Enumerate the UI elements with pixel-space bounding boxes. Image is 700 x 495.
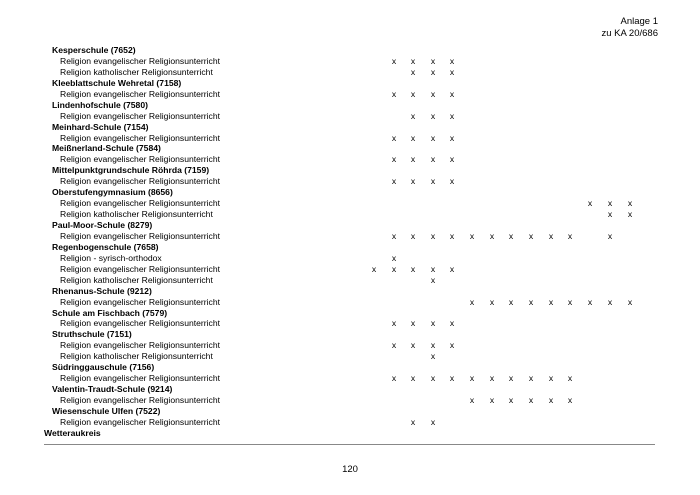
offered-mark: x xyxy=(430,340,436,351)
school-name: Kleeblattschule Wehretal (7158) xyxy=(52,77,182,88)
school-name: Meißnerland-Schule (7584) xyxy=(52,143,161,154)
offered-mark: x xyxy=(567,373,573,384)
course-label: Religion evangelischer Religionsunterricht xyxy=(60,318,221,329)
school-row xyxy=(44,220,655,231)
course-row xyxy=(44,111,655,122)
course-row xyxy=(44,318,655,329)
school-name: Meinhard-Schule (7154) xyxy=(52,121,149,132)
offered-mark: x xyxy=(410,66,416,77)
offered-mark: x xyxy=(528,373,534,384)
offered-mark: x xyxy=(587,198,593,209)
course-label: Religion katholischer Religionsunterricht xyxy=(60,66,213,77)
offered-mark: x xyxy=(410,176,416,187)
course-label: Religion evangelischer Religionsunterricht xyxy=(60,296,221,307)
offered-mark: x xyxy=(607,296,613,307)
offered-mark: x xyxy=(391,230,397,241)
offered-mark: x xyxy=(430,318,436,329)
offered-mark: x xyxy=(430,351,436,362)
course-label: Religion evangelischer Religionsunterricht xyxy=(60,110,221,121)
offered-mark: x xyxy=(449,66,455,77)
offered-mark: x xyxy=(508,373,514,384)
course-label: Religion katholischer Religionsunterricht xyxy=(60,351,213,362)
offered-mark: x xyxy=(449,88,455,99)
offered-mark: x xyxy=(391,176,397,187)
course-row xyxy=(44,89,655,100)
course-row xyxy=(44,231,655,242)
course-label: Religion evangelischer Religionsunterricht xyxy=(60,340,221,351)
offered-mark: x xyxy=(391,263,397,274)
offered-mark: x xyxy=(410,55,416,66)
course-row xyxy=(44,67,655,78)
school-row xyxy=(44,286,655,297)
course-label: Religion katholischer Religionsunterricht xyxy=(60,209,213,220)
course-row xyxy=(44,209,655,220)
school-row xyxy=(44,165,655,176)
course-row xyxy=(44,373,655,384)
course-row xyxy=(44,198,655,209)
course-label: Religion evangelischer Religionsunterricht xyxy=(60,373,221,384)
school-name: Rhenanus-Schule (9212) xyxy=(52,285,152,296)
school-row xyxy=(44,384,655,395)
offered-mark: x xyxy=(430,416,436,427)
offered-mark: x xyxy=(449,373,455,384)
school-name: Südringgauschule (7156) xyxy=(52,362,155,373)
school-row xyxy=(44,329,655,340)
course-row xyxy=(44,253,655,264)
course-label: Religion evangelischer Religionsunterricht xyxy=(60,176,221,187)
offered-mark: x xyxy=(410,154,416,165)
course-row xyxy=(44,297,655,308)
course-row xyxy=(44,417,655,428)
school-row xyxy=(44,100,655,111)
course-label: Religion evangelischer Religionsunterricht xyxy=(60,88,221,99)
school-course-table xyxy=(44,45,655,439)
offered-mark: x xyxy=(548,296,554,307)
course-row xyxy=(44,395,655,406)
school-name: Lindenhofschule (7580) xyxy=(52,99,148,110)
offered-mark: x xyxy=(430,230,436,241)
district-label: Wetteraukreis xyxy=(44,427,101,438)
offered-mark: x xyxy=(430,110,436,121)
offered-mark: x xyxy=(391,373,397,384)
offered-mark: x xyxy=(410,416,416,427)
annex-label: Anlage 1 xyxy=(620,16,658,27)
course-label: Religion evangelischer Religionsunterricht xyxy=(60,416,221,427)
offered-mark: x xyxy=(489,395,495,405)
course-label: Religion evangelischer Religionsunterricht xyxy=(60,198,221,209)
offered-mark: x xyxy=(489,296,495,307)
offered-mark: x xyxy=(627,296,633,307)
course-row xyxy=(44,154,655,165)
offered-mark: x xyxy=(469,373,475,384)
school-name: Mittelpunktgrundschule Röhrda (7159) xyxy=(52,165,210,176)
bottom-rule xyxy=(44,444,655,445)
offered-mark: x xyxy=(567,296,573,307)
offered-mark: x xyxy=(410,230,416,241)
course-row xyxy=(44,275,655,286)
school-name: Kesperschule (7652) xyxy=(52,45,136,55)
course-label: Religion katholischer Religionsunterricht xyxy=(60,274,213,285)
offered-mark: x xyxy=(449,154,455,165)
school-row xyxy=(44,78,655,89)
offered-mark: x xyxy=(508,230,514,241)
course-row xyxy=(44,176,655,187)
offered-mark: x xyxy=(430,132,436,143)
offered-mark: x xyxy=(489,373,495,384)
course-label: Religion evangelischer Religionsunterricht xyxy=(60,230,221,241)
course-label: Religion evangelischer Religionsunterricht xyxy=(60,55,221,66)
offered-mark: x xyxy=(430,88,436,99)
offered-mark: x xyxy=(430,263,436,274)
offered-mark: x xyxy=(391,252,397,263)
offered-mark: x xyxy=(548,373,554,384)
school-name: Struthschule (7151) xyxy=(52,329,132,340)
offered-mark: x xyxy=(449,263,455,274)
offered-mark: x xyxy=(508,395,514,405)
course-row xyxy=(44,340,655,351)
offered-mark: x xyxy=(430,66,436,77)
offered-mark: x xyxy=(469,230,475,241)
school-name: Schule am Fischbach (7579) xyxy=(52,307,168,318)
school-row xyxy=(44,143,655,154)
school-row xyxy=(44,45,655,56)
school-row xyxy=(44,122,655,133)
school-row xyxy=(44,187,655,198)
offered-mark: x xyxy=(391,132,397,143)
course-label: Religion - syrisch-orthodox xyxy=(60,252,162,263)
district-row xyxy=(44,428,655,439)
school-name: Paul-Moor-Schule (8279) xyxy=(52,220,153,230)
course-row xyxy=(44,351,655,362)
offered-mark: x xyxy=(449,132,455,143)
offered-mark: x xyxy=(528,296,534,307)
offered-mark: x xyxy=(567,395,573,405)
offered-mark: x xyxy=(607,209,613,220)
offered-mark: x xyxy=(449,318,455,329)
offered-mark: x xyxy=(469,395,475,405)
school-name: Wiesenschule Ulfen (7522) xyxy=(52,405,161,416)
offered-mark: x xyxy=(371,263,377,274)
school-name: Valentin-Traudt-Schule (9214) xyxy=(52,384,173,395)
course-label: Religion evangelischer Religionsunterricht xyxy=(60,395,221,405)
offered-mark: x xyxy=(508,296,514,307)
document-reference: zu KA 20/686 xyxy=(601,28,658,39)
offered-mark: x xyxy=(391,88,397,99)
page-number: 120 xyxy=(342,464,358,475)
course-row xyxy=(44,264,655,275)
school-name: Regenbogenschule (7658) xyxy=(52,241,159,252)
offered-mark: x xyxy=(449,340,455,351)
course-row xyxy=(44,133,655,144)
offered-mark: x xyxy=(410,340,416,351)
offered-mark: x xyxy=(607,230,613,241)
offered-mark: x xyxy=(548,230,554,241)
offered-mark: x xyxy=(430,55,436,66)
annex-reference xyxy=(601,16,658,40)
school-name: Oberstufengymnasium (8656) xyxy=(52,187,173,198)
offered-mark: x xyxy=(548,395,554,405)
offered-mark: x xyxy=(567,230,573,241)
school-row xyxy=(44,362,655,373)
school-row xyxy=(44,308,655,319)
school-row xyxy=(44,406,655,417)
offered-mark: x xyxy=(627,209,633,220)
offered-mark: x xyxy=(528,395,534,405)
offered-mark: x xyxy=(391,340,397,351)
offered-mark: x xyxy=(449,55,455,66)
offered-mark: x xyxy=(410,88,416,99)
offered-mark: x xyxy=(430,154,436,165)
offered-mark: x xyxy=(449,176,455,187)
offered-mark: x xyxy=(449,230,455,241)
offered-mark: x xyxy=(469,296,475,307)
offered-mark: x xyxy=(410,132,416,143)
course-label: Religion evangelischer Religionsunterricht xyxy=(60,154,221,165)
offered-mark: x xyxy=(391,55,397,66)
offered-mark: x xyxy=(430,176,436,187)
course-label: Religion evangelischer Religionsunterricht xyxy=(60,263,221,274)
offered-mark: x xyxy=(410,373,416,384)
course-row xyxy=(44,56,655,67)
offered-mark: x xyxy=(410,318,416,329)
offered-mark: x xyxy=(410,263,416,274)
offered-mark: x xyxy=(410,110,416,121)
offered-mark: x xyxy=(391,318,397,329)
offered-mark: x xyxy=(587,296,593,307)
offered-mark: x xyxy=(449,110,455,121)
offered-mark: x xyxy=(607,198,613,209)
offered-mark: x xyxy=(489,230,495,241)
offered-mark: x xyxy=(528,230,534,241)
offered-mark: x xyxy=(627,198,633,209)
offered-mark: x xyxy=(430,274,436,285)
offered-mark: x xyxy=(430,373,436,384)
offered-mark: x xyxy=(391,154,397,165)
school-row xyxy=(44,242,655,253)
course-label: Religion evangelischer Religionsunterricht xyxy=(60,132,221,143)
